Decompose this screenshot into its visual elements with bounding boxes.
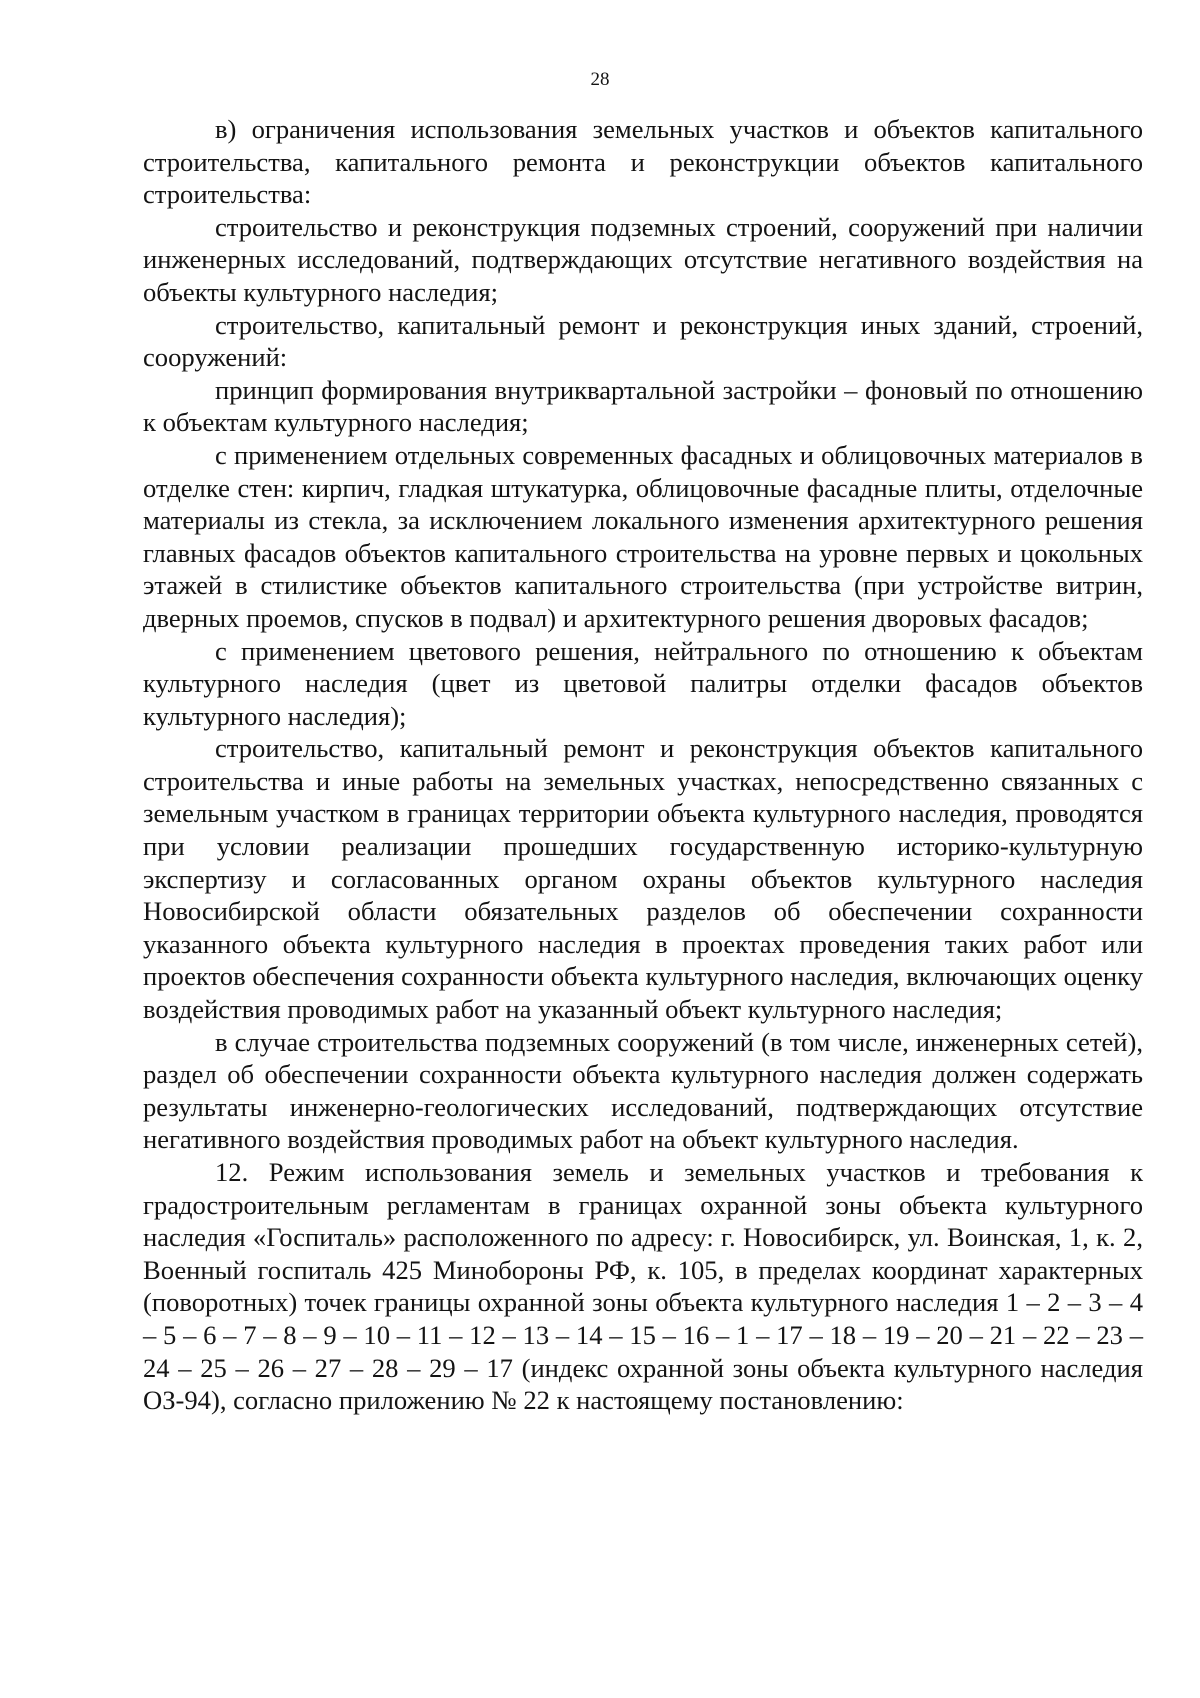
paragraph-section-12: 12. Режим использования земель и земельных участков и требования к градостроительным регламентам в границах охранной зоны объекта культурного наследия «Госпиталь» расположенного по адресу: г. Новосибирск, ул. Воинская, 1, к. 2, Военный госпиталь 425 Минобороны РФ, к. 105, в пределах координат характерных (поворотных) точек границы охранной зоны объекта культурного наследия 1 – 2 – 3 – 4 – 5 – 6 – 7 – 8 – 9 – 10 – 11 – 12 – 13 – 14 – 15 – 16 – 1 – 17 – 18 – 19 – 20 – 21 – 22 – 23 – 24 – 25 – 26 – 27 – 28 – 29 – 17 (индекс охранной зоны объекта культурного наследия ОЗ-94), согласно приложению № 22 к настоящему постановлению: — [143, 1157, 1143, 1416]
paragraph-expertise-conditions: строительство, капитальный ремонт и реконструкция объектов капитального строительства и иные работы на земельных участках, непосредственно связанных с земельным участком в границах территории объекта культурного наследия, проводятся при условии реализации прошедших государственную историко-культурную экспертизу и согласованных органом охраны объектов культурного наследия Новосибирской области обязательных разделов об обеспечении сохранности указанного объекта культурного наследия в проектах проведения таких работ или проектов обеспечения сохранности объекта культурного наследия, включающих оценку воздействия проводимых работ на указанный объект культурного наследия; — [143, 733, 1143, 1025]
paragraph-facade-materials: с применением отдельных современных фасадных и облицовочных материалов в отделке стен: кирпич, гладкая штукатурка, облицовочные фасадные плиты, отделочные материалы из стекла, за исключением локального изменения архитектурного решения главных фасадов объектов капитального строительства на уровне первых и цокольных этажей в стилистике объектов капитального строительства (при устройстве витрин, дверных проемов, спусков в подвал) и архитектурного решения дворовых фасадов; — [143, 439, 1143, 633]
page-number: 28 — [590, 69, 610, 90]
paragraph-color-solution: с применением цветового решения, нейтрального по отношению к объектам культурного наследия (цвет из цветовой палитры отделки фасадов объектов культурного наследия); — [143, 635, 1143, 731]
paragraph-underground-structures: в случае строительства подземных сооружений (в том числе, инженерных сетей), раздел об обеспечении сохранности объекта культурного наследия должен содержать результаты инженерно-геологических исследований, подтверждающих отсутствие негативного воздействия проводимых работ на объект культурного наследия. — [143, 1026, 1143, 1155]
paragraph-background-principle: принцип формирования внутриквартальной застройки – фоновый по отношению к объектам культурного наследия; — [143, 374, 1143, 438]
paragraph-restrictions-heading: в) ограничения использования земельных участков и объектов капитального строительства, капитального ремонта и реконструкции объектов капитального строительства: — [143, 114, 1143, 210]
document-body — [143, 113, 1143, 1417]
paragraph-underground-construction: строительство и реконструкция подземных строений, сооружений при наличии инженерных исследований, подтверждающих отсутствие негативного воздействия на объекты культурного наследия; — [143, 211, 1143, 307]
paragraph-other-buildings: строительство, капитальный ремонт и реконструкция иных зданий, строений, сооружений: — [143, 309, 1143, 373]
